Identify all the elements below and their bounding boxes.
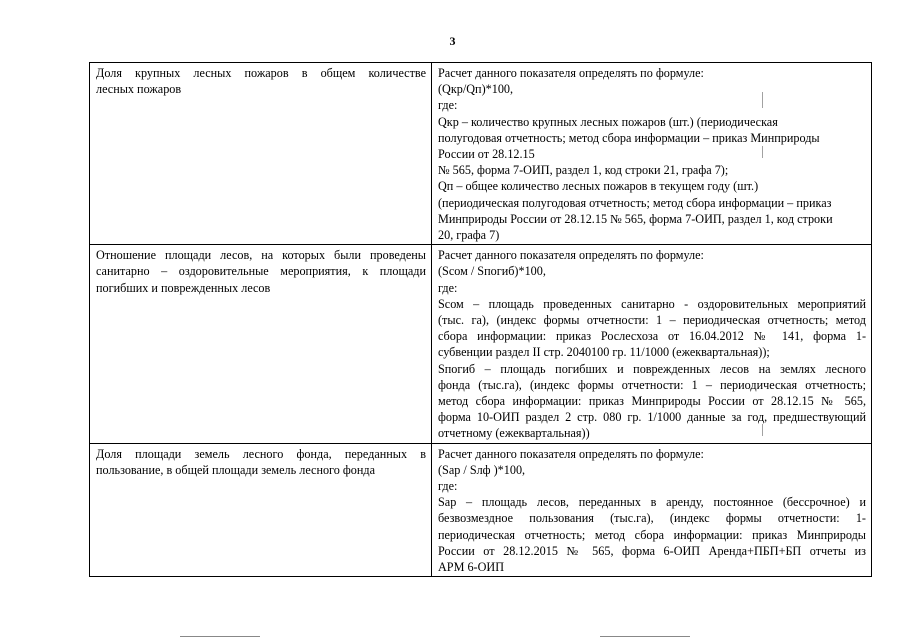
- method-cell: [432, 443, 872, 577]
- method-line: форма 10-ОИП раздел 2 стр. 080 гр. 1/1000 данные за год, предшествующий: [438, 410, 866, 425]
- table-row: [90, 443, 872, 577]
- method-line: Расчет данного показателя определять по формуле:: [438, 66, 704, 80]
- method-line: Sсом – площадь проведенных санитарно - оздоровительных мероприятий: [438, 296, 866, 311]
- method-line: (Qкр/Qп)*100,: [438, 82, 514, 97]
- method-line: субвенции раздел II стр. 2040100 гр. 11/1000 (ежеквартальная));: [438, 345, 770, 360]
- method-line: Qп – общее количество лесных пожаров в текущем году (шт.): [438, 179, 759, 194]
- indicator-cell: [90, 443, 432, 577]
- indicator-line: Отношение площади лесов, на которых были проведены: [96, 248, 426, 263]
- method-line: 20, графа 7): [438, 228, 500, 243]
- method-line: России от 28.12.15: [438, 147, 535, 162]
- method-line: фонда (тыс.га), (индекс формы отчетности: 1 – периодическая отчетность;: [438, 377, 866, 392]
- indicator-line: погибших и поврежденных лесов: [96, 280, 271, 295]
- indicator-cell: [90, 245, 432, 443]
- method-line: Qкр – количество крупных лесных пожаров (шт.) (периодическая: [438, 114, 778, 129]
- scan-edge: [600, 636, 690, 637]
- scan-mark: [762, 424, 763, 436]
- method-line: (тыс. га), (индекс формы отчетности: 1 – периодическая отчетность; метод: [438, 313, 866, 328]
- indicators-table: [89, 62, 872, 577]
- indicator-line: Доля площади земель лесного фонда, переданных в: [96, 446, 426, 461]
- method-line: России от 28.12.2015 № 565, форма 6-ОИП Аренда+ПБП+БП отчеты из: [438, 543, 866, 558]
- method-cell: [432, 245, 872, 443]
- method-line: где:: [438, 98, 458, 113]
- method-line: № 565, форма 7-ОИП, раздел 1, код строки 21, графа 7);: [438, 163, 729, 178]
- indicator-line: лесных пожаров: [96, 82, 182, 97]
- page-number: 3: [449, 34, 456, 48]
- table-row: [90, 63, 872, 245]
- method-line: полугодовая отчетность; метод сбора информации – приказ Минприроды: [438, 130, 820, 145]
- indicator-cell: [90, 63, 432, 245]
- method-line: Sпогиб – площадь погибших и поврежденных лесов на землях лесного: [438, 361, 866, 376]
- indicator-line: санитарно – оздоровительные мероприятия, к площади: [96, 264, 426, 279]
- scan-edge: [180, 636, 260, 637]
- method-line: Расчет данного показателя определять по формуле:: [438, 248, 704, 263]
- indicator-line: пользование, в общей площади земель лесного фонда: [96, 462, 376, 477]
- indicator-line: Доля крупных лесных пожаров в общем количестве: [96, 66, 426, 80]
- method-line: сбора информации: приказ Рослесхоза от 16.04.2012 № 141, форма 1-: [438, 329, 866, 344]
- method-line: Минприроды России от 28.12.15 № 565, форма 7-ОИП, раздел 1, код строки: [438, 211, 833, 226]
- method-line: отчетному (ежеквартальная)): [438, 426, 590, 441]
- method-cell: [432, 63, 872, 245]
- method-line: Sар – площадь лесов, переданных в аренду, постоянное (бессрочное) и: [438, 495, 866, 510]
- table-row: [90, 245, 872, 443]
- method-line: где:: [438, 280, 458, 295]
- scan-mark: [762, 146, 763, 158]
- method-line: периодическая отчетность; метод сбора информации: приказ Минприроды: [438, 527, 866, 542]
- method-line: (периодическая полугодовая отчетность; метод сбора информации – приказ: [438, 195, 832, 210]
- method-line: (Sсом / Sпогиб)*100,: [438, 264, 546, 279]
- method-line: безвозмездное пользования (тыс.га), (индекс формы отчетности: 1-: [438, 511, 866, 526]
- method-line: АРМ 6-ОИП: [438, 560, 505, 575]
- method-line: где:: [438, 479, 458, 494]
- method-line: (Sар / Sлф )*100,: [438, 462, 526, 477]
- method-line: метод сбора информации: приказ Минприроды России от 28.12.15 № 565,: [438, 394, 866, 409]
- scan-mark: [762, 92, 763, 108]
- method-line: Расчет данного показателя определять по формуле:: [438, 446, 704, 461]
